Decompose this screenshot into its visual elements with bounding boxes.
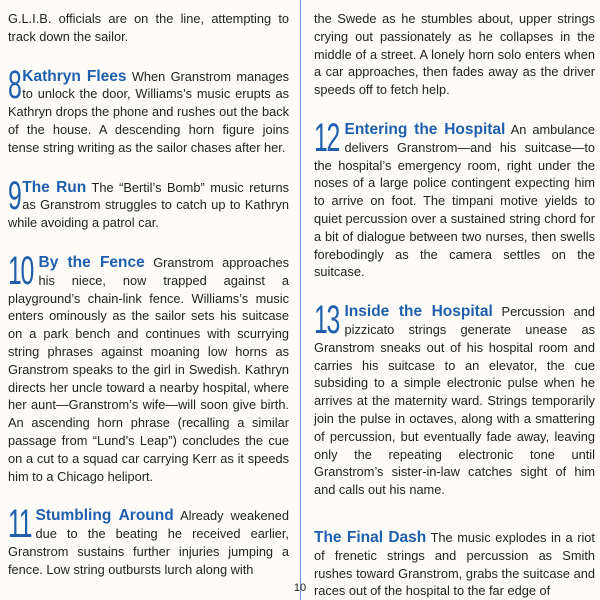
cue-paragraph	[8, 173, 289, 232]
cue-number: 9	[8, 173, 21, 218]
cue-number: 13	[314, 298, 340, 343]
continuation-paragraph: G.L.I.B. officials are on the line, attempting to track down the sailor.	[8, 11, 289, 44]
cue-text: Already weakened due to the beating he received earlier, Granstrom sustains further injuries jumping a fence. Low string outbursts lurch along with	[8, 508, 289, 577]
cue-text: When Granstrom manages to unlock the door, Williams’s music erupts as Kathryn drops the phone and rushes out the back of the house. A descending horn figure joins tense string writing as the sailor chases after her.	[8, 68, 289, 155]
cue-text: Percussion and pizzicato strings generate unease as Granstrom sneaks out of his hospital room and carries his suitcase to an elevator, the cue subsiding to a simple electronic pulse when he arrives at the maternity ward. Strings temporarily join the pulse in octaves, along with a smattering of percussion, but eventually fade away, leaving only the repeating electronic tone until Granstrom’s sister-in-law catches sight of him and calls out his name.	[314, 304, 595, 498]
cue-title: The Run	[22, 178, 87, 196]
cue-title: Kathryn Flees	[22, 67, 127, 85]
cue-paragraph	[314, 298, 595, 499]
cue-number: 11	[8, 502, 32, 547]
cue-number: 10	[8, 248, 34, 293]
right-column	[314, 10, 595, 600]
column-divider	[300, 0, 301, 600]
cue-text: The “Bertil’s Bomb” music returns as Granstrom struggles to catch up to Kathryn while avoiding a patrol car.	[8, 179, 289, 231]
cue-number: 8	[8, 62, 21, 107]
cue-text: The music explodes in a riot of frenetic strings and percussion as Smith rushes toward Granstrom, grabs the suitcase and races out of the hospital to the far edge of	[314, 529, 595, 599]
cue-paragraph	[8, 62, 289, 157]
cue-title: Entering the Hospital	[344, 120, 506, 138]
cue-title: Stumbling Around	[35, 507, 174, 525]
cue-title: Inside the Hospital	[344, 303, 493, 321]
cue-number: 12	[314, 115, 340, 160]
cue-title: The Final Dash	[314, 528, 427, 546]
cue-paragraph	[8, 248, 289, 485]
cue-text: Granstrom approaches his niece, now trapped against a playground’s chain-link fence. Williams’s music enters ominously as the sailor sets his suitcase on a park bench and continues with scurrying string phrases against moaning low horns as Granstrom speaks to the girl in Swedish. Kathryn directs her uncle toward a nearby hospital, where her aunt—Granstrom’s wife—will soon give birth. An ascending horn phrase (recalling a similar passage from “Lund’s Leap”) concludes the cue on a cut to a squad car carrying Kerr as it speeds him to a Chicago heliport.	[8, 254, 289, 484]
continuation-paragraph: the Swede as he stumbles about, upper strings crying out passionately as he collapses in the middle of a street. A lonely horn solo enters when a car approaches, then fades away as the driver speeds off to fetch help.	[314, 11, 595, 98]
cue-text: An ambulance delivers Granstrom—and his suitcase—to the hospital’s emergency room, right under the noses of a large police contingent expecting him to arrive on foot. The timpani motive yields to quiet percussion over a sustained string chord for a bit of dialogue between two nurses, then swells forebodingly as the camera settles on the suitcase.	[314, 121, 595, 280]
cue-title: By the Fence	[38, 253, 145, 271]
cue-paragraph	[8, 502, 289, 578]
cue-paragraph	[314, 115, 595, 281]
left-column	[8, 10, 289, 579]
page-number: 10	[293, 582, 307, 594]
